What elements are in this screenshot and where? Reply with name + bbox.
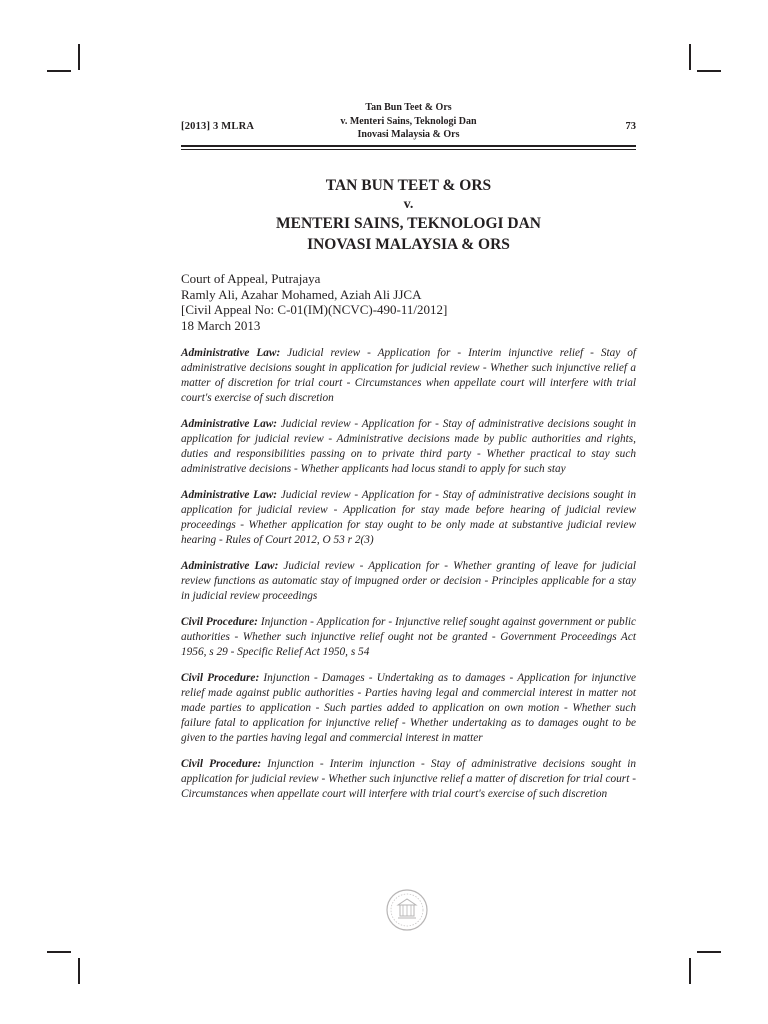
crop-mark-bottom-right-vertical: [689, 958, 691, 984]
running-head-line-2: v. Menteri Sains, Teknologi Dan: [340, 115, 477, 127]
respondent-name-line-1: MENTERI SAINS, TEKNOLOGI DAN: [276, 215, 541, 232]
crop-mark-top-left-horizontal: [47, 70, 71, 72]
crop-mark-bottom-right-horizontal: [697, 951, 721, 953]
catchword-subject: Administrative Law:: [181, 347, 281, 359]
catchword-paragraph: [181, 757, 636, 802]
catchword-paragraph: [181, 346, 636, 406]
catchwords: [181, 346, 636, 813]
catchword-text: Injunction - Application for - Injunctive relief sought against government or public authorities - Whether such injunctive relief ought not be granted - Government Proceedings Act 1956, s 29 - Specific Relief Act 1950, s 54: [181, 616, 636, 658]
crop-mark-bottom-left-horizontal: [47, 951, 71, 953]
decision-date: 18 March 2013: [181, 317, 261, 333]
judges: Ramly Ali, Azahar Mohamed, Aziah Ali JJCA: [181, 286, 422, 302]
court-details: [181, 271, 636, 333]
crop-mark-top-right-vertical: [689, 44, 691, 70]
catchword-subject: Administrative Law:: [181, 418, 278, 430]
versus: v.: [403, 197, 414, 212]
catchword-subject: Administrative Law:: [181, 560, 279, 572]
page-number: 73: [625, 121, 636, 132]
catchword-text: Judicial review - Application for - Whether granting of leave for judicial review functions as automatic stay of impugned order or decision - Principles applicable for a stay in judicial review proceedings: [181, 560, 637, 602]
catchword-subject: Civil Procedure:: [181, 758, 262, 770]
catchword-text: Injunction - Interim injunction - Stay of administrative decisions sought in application for judicial review - Whether such injunctive relief a matter of discretion for trial court - Circumstances when appellate court will interfere with trial court's exercise of such discretion: [181, 758, 636, 800]
catchword-paragraph: [181, 559, 636, 604]
catchword-text: Injunction - Damages - Undertaking as to damages - Application for injunctive relief made against public authorities - Parties having legal and commercial interest in matter not made parties to application - Such parties added to application on own motion - Whether such failure fatal to application for injunctive relief - Whether undertaking as to damages ought to be given to the parties having legal and commercial interest in matter: [181, 672, 636, 744]
catchword-text: Judicial review - Application for - Interim injunctive relief - Stay of administrative decisions sought in application for judicial review - Whether such injunctive relief a matter of discretion for trial court - Circumstances when appellate court will interfere with trial court's exercise of such discretion: [181, 347, 636, 404]
catchword-text: Judicial review - Application for - Stay of administrative decisions sought in application for judicial review - Administrative decisions made by public authorities and rights, duties and responsibilities passing on to private third party - Whether practical to stay such administrative decisions - Whether applicants had locus standi to apply for such stay: [181, 418, 636, 475]
header-rule-thin: [181, 149, 636, 150]
court-name: Court of Appeal, Putrajaya: [181, 271, 321, 286]
catchword-subject: Administrative Law:: [181, 489, 278, 501]
crop-mark-top-right-horizontal: [697, 70, 721, 72]
running-head-line-3: Inovasi Malaysia & Ors: [357, 129, 460, 140]
case-title: [181, 175, 636, 255]
appellant-name: TAN BUN TEET & ORS: [325, 177, 492, 194]
appeal-number: [Civil Appeal No: C-01(IM)(NCVC)-490-11/2012]: [181, 302, 448, 317]
catchword-text: Judicial review - Application for - Stay of administrative decisions sought in application for judicial review - Application for stay made before hearing of judicial review proceedings - Whether application for stay ought to be only made at substantive judicial review hearing - Rules of Court 2012, O 53 r 2(3): [181, 489, 636, 546]
catchword-paragraph: [181, 671, 636, 746]
citation: [2013] 3 MLRA: [181, 121, 255, 132]
header-rule-thick: [181, 145, 636, 147]
crop-mark-top-left-vertical: [78, 44, 80, 70]
respondent-name-line-2: INOVASI MALAYSIA & ORS: [307, 236, 510, 253]
running-head-line-1: Tan Bun Teet & Ors: [365, 102, 452, 113]
catchword-paragraph: [181, 417, 636, 477]
court-seal-watermark-icon: [385, 888, 429, 932]
crop-mark-bottom-left-vertical: [78, 958, 80, 984]
catchword-subject: Civil Procedure:: [181, 616, 258, 628]
catchword-paragraph: [181, 615, 636, 660]
catchword-paragraph: [181, 488, 636, 548]
running-head-case-name: [271, 101, 546, 142]
running-head: [181, 101, 636, 141]
catchword-subject: Civil Procedure:: [181, 672, 260, 684]
